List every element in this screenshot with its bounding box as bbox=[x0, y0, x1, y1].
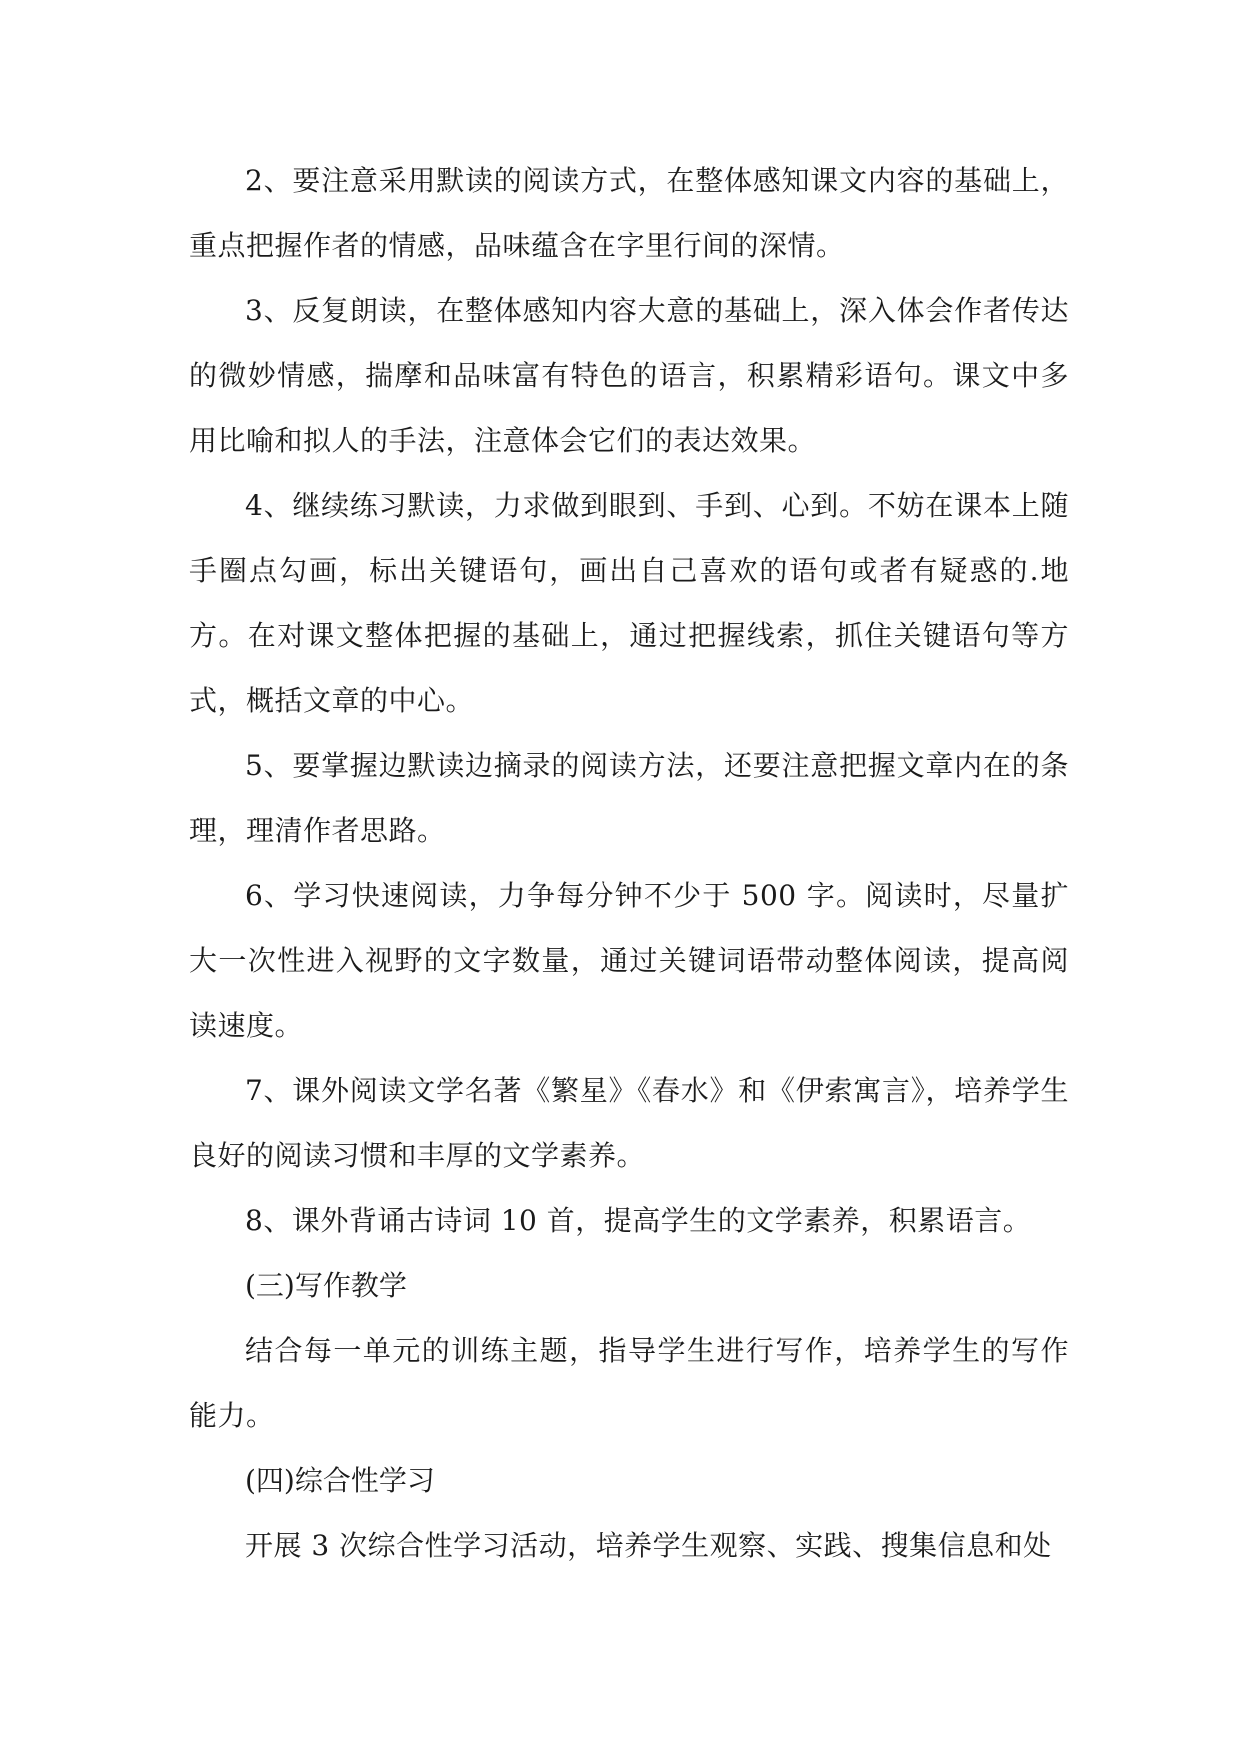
paragraph-comprehensive: 开展 3 次综合性学习活动，培养学生观察、实践、搜集信息和处 bbox=[245, 1529, 1052, 1562]
paragraph-reading-method-7: 7、课外阅读文学名著《繁星》《春水》和《伊索寓言》，培养学生良好的阅读习惯和丰厚的文学素养。 bbox=[189, 1074, 1069, 1172]
paragraph-reading-method-3: 3、反复朗读，在整体感知内容大意的基础上，深入体会作者传达的微妙情感，揣摩和品味富有特色的语言，积累精彩语句。课文中多用比喻和拟人的手法，注意体会它们的表达效果。 bbox=[189, 294, 1069, 457]
section-heading-writing: (三)写作教学 bbox=[245, 1269, 407, 1302]
document-page bbox=[189, 148, 1069, 1578]
paragraph-reading-method-2: 2、要注意采用默读的阅读方式，在整体感知课文内容的基础上，重点把握作者的情感，品味蕴含在字里行间的深情。 bbox=[189, 164, 1069, 262]
paragraph-reading-method-6: 6、学习快速阅读，力争每分钟不少于 500 字。阅读时，尽量扩大一次性进入视野的文字数量，通过关键词语带动整体阅读，提高阅读速度。 bbox=[189, 879, 1069, 1042]
paragraph-reading-method-8: 8、课外背诵古诗词 10 首，提高学生的文学素养，积累语言。 bbox=[245, 1204, 1032, 1237]
paragraph-writing: 结合每一单元的训练主题，指导学生进行写作，培养学生的写作能力。 bbox=[189, 1334, 1069, 1432]
paragraph-reading-method-5: 5、要掌握边默读边摘录的阅读方法，还要注意把握文章内在的条理，理清作者思路。 bbox=[189, 749, 1069, 847]
section-heading-comprehensive: (四)综合性学习 bbox=[245, 1464, 435, 1497]
paragraph-reading-method-4: 4、继续练习默读，力求做到眼到、手到、心到。不妨在课本上随手圈点勾画，标出关键语句，画出自己喜欢的语句或者有疑惑的.地方。在对课文整体把握的基础上，通过把握线索，抓住关键语句等方式，概括文章的中心。 bbox=[189, 489, 1069, 717]
